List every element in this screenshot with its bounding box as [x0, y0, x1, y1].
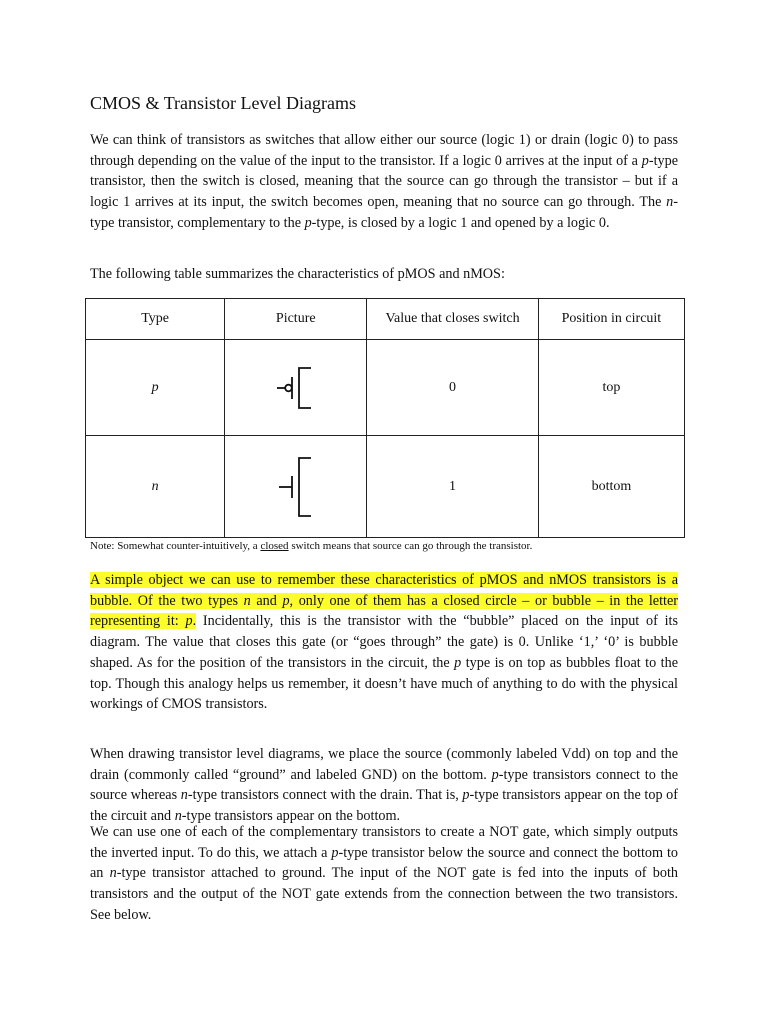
page-title: CMOS & Transistor Level Diagrams [90, 93, 357, 113]
text-run: -type, is closed by a logic 1 and opened by a logic 0. [311, 214, 610, 231]
italic-run: p [462, 787, 470, 804]
italic-run: n [180, 787, 188, 804]
cell-picture [225, 340, 367, 436]
text-run: Incidentally, this is the transistor with the “bubble” placed on the input of its diagram. The value that closes this gate (or “goes through” the gate) is 0. Unlike ‘1,’ ‘0’ is bubble shaped. As for the position of the transistors in the circuit, the [90, 613, 678, 671]
text-run: switch means that source can go through the transistor. [288, 540, 533, 552]
underlined-run: closed [260, 540, 289, 552]
italic-run: p [454, 654, 462, 671]
italic-run: n [174, 808, 182, 825]
text-run: We can think of transistors as switches that allow either our source (logic 1) or drain (logic 0) to pass through depending on the value of the input to the transistor. If a logic 0 arrives at the input of a [90, 132, 678, 169]
cell-value: 1 [367, 436, 539, 538]
italic-run: n [243, 592, 251, 609]
header-position: Position in circuit [538, 299, 684, 340]
table-note [90, 540, 532, 552]
bubble-analogy-paragraph [90, 570, 678, 715]
cell-type [86, 340, 225, 436]
text-run: -type transistors appear on the bottom. [181, 808, 401, 825]
text-run: -type transistors appear on the top of the circuit and [90, 787, 678, 825]
intro-paragraph [90, 130, 678, 234]
italic-run: p [641, 152, 649, 169]
cell-value: 0 [367, 340, 539, 436]
table-header-row [86, 299, 685, 340]
text-run: -type transistor attached to ground. The input of the NOT gate is fed into the inputs of both transistors and the output of the NOT gate extends from the connection between the two transistors. See below. [90, 865, 678, 923]
text-run: -type transistor below the source and connect the bottom to an [90, 844, 679, 882]
text-run: A simple object we can use to remember these characteristics of pMOS and nMOS transistors is a bubble. Of the two types [90, 572, 678, 609]
nmos-transistor-icon [276, 456, 316, 518]
text-run: -type transistors connect to the source whereas [90, 766, 678, 804]
table-intro-paragraph: The following table summarizes the characteristics of pMOS and nMOS: [90, 266, 505, 282]
italic-run: p [331, 844, 339, 861]
italic-run: n [109, 865, 117, 882]
text-run: type is on top as bubbles float to the top. Though this analogy helps us remember, it doesn’t have much of anything to do with the physical workings of CMOS transistors. [90, 654, 678, 713]
text-run: We can use one of each of the complementary transistors to create a NOT gate, which simply outputs the inverted input. To do this, we attach a [90, 824, 678, 861]
text-run: -type transistor, then the switch is closed, meaning that the source can go through the transistor – but if a logic 1 arrives at its input, the switch becomes open, meaning that no source can go through. The [90, 152, 678, 211]
header-type: Type [86, 299, 225, 340]
text-run: and [250, 592, 283, 609]
header-picture: Picture [225, 299, 367, 340]
cell-position: bottom [538, 436, 684, 538]
text-run: -type transistor, complementary to the [90, 194, 678, 231]
text-run: . [192, 613, 197, 630]
text-run: Note: Somewhat counter-intuitively, a [90, 540, 261, 552]
diagram-layout-paragraph [90, 744, 678, 827]
cell-position: top [538, 340, 684, 436]
not-gate-paragraph [90, 822, 678, 926]
table-row [86, 436, 685, 538]
text-run: When drawing transistor level diagrams, we place the source (commonly labeled Vdd) on top and the drain (commonly called “ground” and labeled GND) on the bottom. [90, 746, 678, 783]
cell-picture [225, 436, 367, 538]
pmos-transistor-icon [276, 366, 316, 410]
italic-run: p [185, 613, 193, 630]
italic-run: p [282, 592, 290, 609]
transistor-characteristics-table [85, 298, 685, 538]
text-run: -type transistors connect with the drain. That is, [187, 787, 463, 804]
cell-type [86, 436, 225, 538]
type-label: n [151, 478, 159, 494]
italic-run: p [304, 214, 312, 231]
italic-run: p [491, 766, 499, 783]
type-label: p [151, 379, 159, 395]
table-row [86, 340, 685, 436]
italic-run: n [666, 194, 674, 211]
header-value: Value that closes switch [367, 299, 539, 340]
text-run: , only one of them has a closed circle – or bubble – in the letter representing it: [90, 592, 678, 630]
